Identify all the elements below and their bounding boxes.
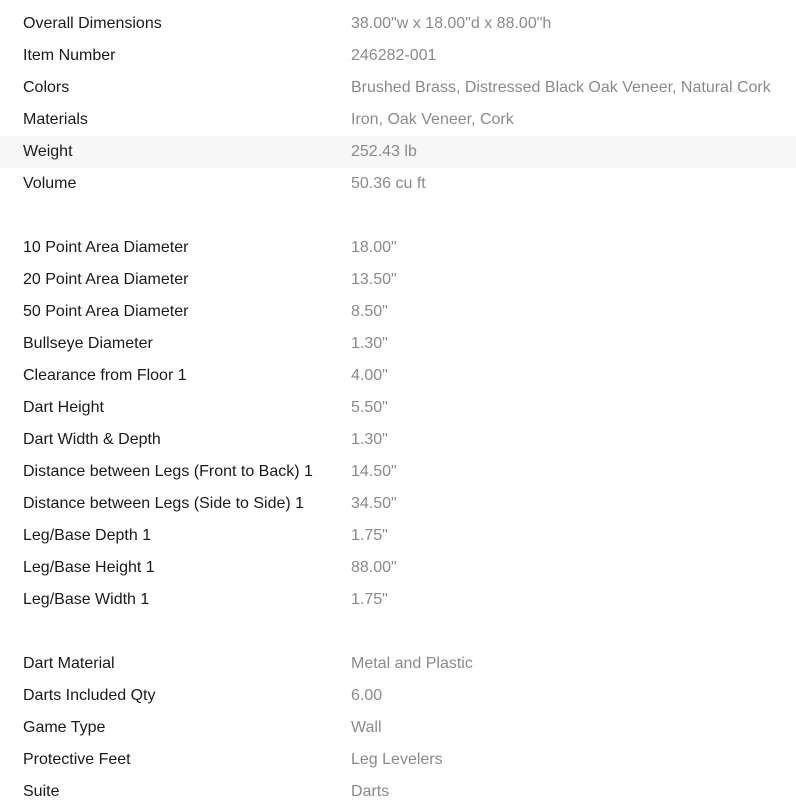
spec-value: 1.30" (351, 335, 388, 352)
spec-label: Volume (23, 175, 77, 192)
spec-row-bullseye-diameter (0, 328, 796, 360)
spec-label: Item Number (23, 47, 116, 64)
spec-value: 1.75" (351, 591, 388, 608)
spec-value: Wall (351, 719, 382, 736)
spec-label: Distance between Legs (Front to Back) 1 (23, 463, 313, 480)
spec-group-dimensions (0, 232, 796, 616)
spec-group-general (0, 8, 796, 200)
spec-value: Brushed Brass, Distressed Black Oak Veneer, Natural Cork (351, 79, 771, 96)
spec-value: 1.30" (351, 431, 388, 448)
spec-label: 10 Point Area Diameter (23, 239, 189, 256)
spec-row-protective-feet (0, 744, 796, 776)
spec-value: 18.00" (351, 239, 397, 256)
spec-label: Overall Dimensions (23, 15, 162, 32)
spec-value: 50.36 cu ft (351, 175, 426, 192)
spec-row-suite (0, 776, 796, 808)
spec-label: Distance between Legs (Side to Side) 1 (23, 495, 305, 512)
spec-value: 5.50" (351, 399, 388, 416)
spec-value: 4.00" (351, 367, 388, 384)
spec-row-legs-front-to-back (0, 456, 796, 488)
spec-label: Dart Height (23, 399, 104, 416)
spec-row-clearance-from-floor (0, 360, 796, 392)
spec-value: 88.00" (351, 559, 397, 576)
spec-label: 50 Point Area Diameter (23, 303, 189, 320)
spec-row-dart-material (0, 648, 796, 680)
spec-label: Materials (23, 111, 88, 128)
spec-row-10-point-area-diameter (0, 232, 796, 264)
spec-row-20-point-area-diameter (0, 264, 796, 296)
spec-group-details (0, 648, 796, 808)
spec-label: Dart Material (23, 655, 115, 672)
spec-row-game-type (0, 712, 796, 744)
spec-value: 252.43 lb (351, 143, 417, 160)
spec-value: 8.50" (351, 303, 388, 320)
spec-label: Bullseye Diameter (23, 335, 153, 352)
spec-label: Dart Width & Depth (23, 431, 161, 448)
spec-value: Leg Levelers (351, 751, 443, 768)
spec-label: 20 Point Area Diameter (23, 271, 189, 288)
spec-row-materials (0, 104, 796, 136)
spec-row-weight (0, 136, 796, 168)
spec-label: Protective Feet (23, 751, 131, 768)
spec-value: 38.00"w x 18.00"d x 88.00"h (351, 15, 552, 32)
spec-row-darts-included-qty (0, 680, 796, 712)
spec-value: 13.50" (351, 271, 397, 288)
spec-value: 1.75" (351, 527, 388, 544)
spec-row-overall-dimensions (0, 8, 796, 40)
spec-value: 6.00 (351, 687, 383, 704)
spec-value: Iron, Oak Veneer, Cork (351, 111, 514, 128)
spec-label: Clearance from Floor 1 (23, 367, 187, 384)
spec-row-volume (0, 168, 796, 200)
spec-value: Darts (351, 783, 390, 800)
spec-row-dart-height (0, 392, 796, 424)
spec-label: Leg/Base Depth 1 (23, 527, 152, 544)
spec-row-item-number (0, 40, 796, 72)
spec-value: 246282-001 (351, 47, 437, 64)
spec-label: Game Type (23, 719, 106, 736)
spec-row-legs-side-to-side (0, 488, 796, 520)
spec-label: Darts Included Qty (23, 687, 156, 704)
spec-row-50-point-area-diameter (0, 296, 796, 328)
spec-label: Weight (23, 143, 73, 160)
spec-label: Leg/Base Height 1 (23, 559, 155, 576)
spec-label: Leg/Base Width 1 (23, 591, 150, 608)
spec-label: Colors (23, 79, 70, 96)
spec-row-dart-width-depth (0, 424, 796, 456)
spec-row-leg-base-width (0, 584, 796, 616)
spec-row-leg-base-height (0, 552, 796, 584)
spec-row-leg-base-depth (0, 520, 796, 552)
spec-row-colors (0, 72, 796, 104)
spec-label: Suite (23, 783, 60, 800)
spec-value: Metal and Plastic (351, 655, 473, 672)
spec-value: 34.50" (351, 495, 397, 512)
spec-value: 14.50" (351, 463, 397, 480)
